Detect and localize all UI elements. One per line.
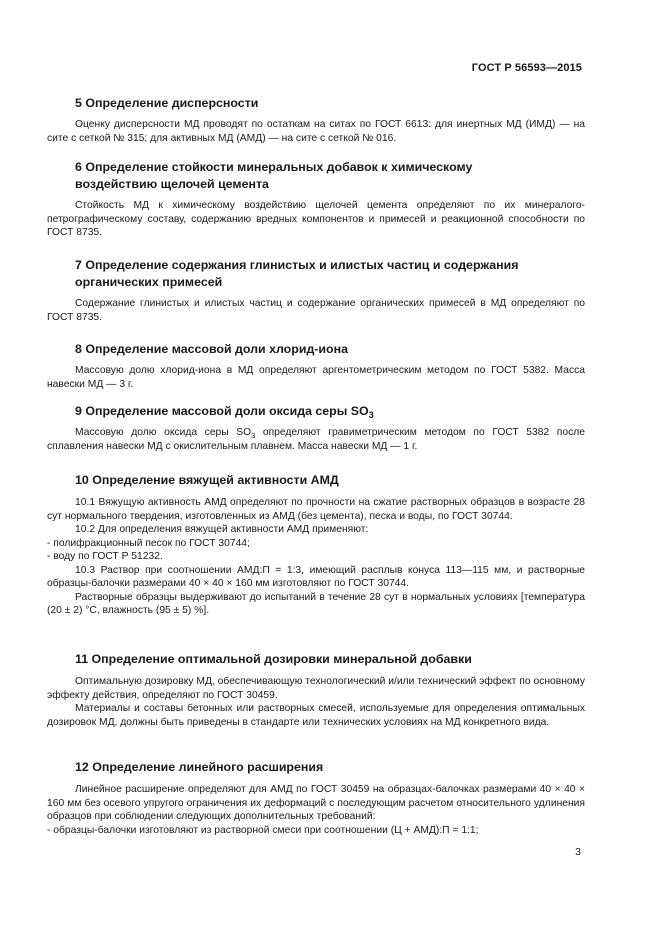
section-8-paragraph: Массовую долю хлорид-иона в МД определяют аргентометрическим методом по ГОСТ 5382. Масса навески МД — 3 г. <box>47 365 585 390</box>
section-8-title: 8 Определение массовой доли хлорид-иона <box>75 342 348 356</box>
section-5-paragraph: Оценку дисперсности МД проводят по остаткам на ситах по ГОСТ 6613: для инертных МД (ИМД) — на сите с сеткой № 315; для активных МД (АМД) — на сите с сеткой № 016. <box>47 119 585 144</box>
document-code: ГОСТ Р 56593—2015 <box>471 62 582 74</box>
section-5 <box>47 95 585 145</box>
section-12-title: 12 Определение линейного расширения <box>75 760 324 774</box>
section-11-paragraph-1: Оптимальную дозировку МД, обеспечивающую технологический и/или технический эффект по основному эффекту действия, определяют по ГОСТ 30459. <box>47 676 585 701</box>
section-9 <box>47 403 585 453</box>
section-9-paragraph <box>47 426 585 453</box>
section-6-paragraph: Стойкость МД к химическому воздействию щелочей цемента определяют по их минералого-петрографическому составу, содержанию вредных компонентов и примесей и реакционной способности по ГОСТ 8735. <box>47 200 585 238</box>
section-10-list-item-2: - воду по ГОСТ Р 51232. <box>47 551 163 562</box>
section-10-conditions: Растворные образцы выдерживают до испытаний в течение 28 сут в нормальных условиях [температура (20 ± 2) °С, влажность (95 ± 5) %]. <box>47 591 585 616</box>
section-10-title: 10 Определение вяжущей активности АМД <box>75 473 339 487</box>
section-12-paragraph: Линейное расширение определяют для АМД по ГОСТ 30459 на образцах-балочках размерами 40 × 40 × 160 мм без осевого упругого ограничения их деформаций с последующим расчетом относительного удлинения образцов при соблюдении следующих дополнительных требований: <box>47 784 585 822</box>
section-8 <box>47 341 585 391</box>
page-number: 3 <box>575 846 581 858</box>
section-11 <box>47 651 585 729</box>
section-10-clause-3: 10.3 Раствор при соотношении АМД:П = 1:3, имеющий расплыв конуса 113—115 мм, и растворные образцы-балочки размерами 40 × 40 × 160 мм изготовляют по ГОСТ 30744. <box>47 564 585 589</box>
section-10-clause-1: 10.1 Вяжущую активность АМД определяют по прочности на сжатие растворных образцов в возрасте 28 сут нормального твердения, изготовленных из АМД (без цемента), песка и воды, по ГОСТ 30744. <box>47 497 585 522</box>
section-9-paragraph-end: определяют гравиметрическим методом по ГОСТ 5382 после сплавления навески МД с окислительным плавнем. Масса навески МД — 1 г. <box>47 427 585 452</box>
section-6-title-line-1: 6 Определение стойкости минеральных добавок к химическому <box>75 160 473 174</box>
section-7-paragraph: Содержание глинистых и илистых частиц и содержание органических примесей в МД определяют по ГОСТ 8735. <box>47 298 585 323</box>
section-7-title-line-2: органических примесей <box>75 275 223 289</box>
section-12 <box>47 759 585 837</box>
section-6-title-line-2: воздействию щелочей цемента <box>75 177 269 191</box>
section-10-clause-2: 10.2 Для определения вяжущей активности АМД применяют: <box>75 524 369 535</box>
section-9-title-text: 9 Определение массовой доли оксида серы SO <box>75 404 369 418</box>
section-12-list-item-1: - образцы-балочки изготовляют из растворной смеси при соотношении (Ц + АМД):П = 1:1; <box>47 824 479 836</box>
section-9-paragraph-start: Массовую долю оксида серы SO <box>75 427 252 438</box>
section-11-title: 11 Определение оптимальной дозировки минеральной добавки <box>75 652 472 666</box>
section-7 <box>47 257 585 324</box>
section-5-title: 5 Определение дисперсности <box>75 96 259 110</box>
section-10 <box>47 472 585 618</box>
section-9-title-subscript: 3 <box>368 410 374 420</box>
section-6 <box>47 159 585 240</box>
section-7-title-line-1: 7 Определение содержания глинистых и илистых частиц и содержания <box>75 258 519 272</box>
section-9-paragraph-subscript: 3 <box>251 431 256 440</box>
section-10-list-item-1: - полифракционный песок по ГОСТ 30744; <box>47 537 250 549</box>
section-9-title <box>47 403 585 420</box>
section-11-paragraph-2: Материалы и составы бетонных или растворных смесей, используемые для определения оптимальных дозировок МД, должны быть приведены в стандарте или технических условиях на МД конкретного вида. <box>47 703 585 728</box>
